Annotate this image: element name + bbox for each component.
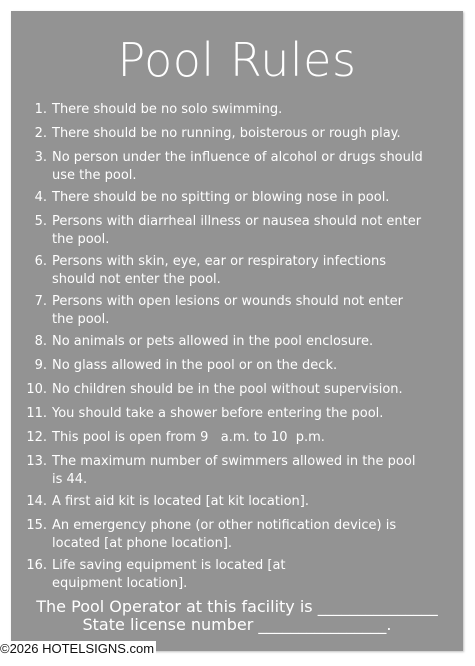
rule-text: This pool is open from 9 a.m. to 10 p.m. <box>52 430 325 445</box>
rule-text: There should be no running, boisterous or rough play. <box>52 126 401 141</box>
rule-number: 2. <box>34 126 47 141</box>
copyright-notice: ©2026 HOTELSIGNS.com <box>0 641 155 656</box>
rule-number: 4. <box>34 190 47 205</box>
pool-operator-line: The Pool Operator at this facility is _______________ <box>36 597 438 616</box>
operator-footer <box>11 598 463 634</box>
rule-text: A first aid kit is located [at kit location]. <box>52 494 309 509</box>
rule-text: No children should be in the pool without supervision. <box>52 382 403 397</box>
rule-text: There should be no spitting or blowing nose in pool. <box>52 190 390 205</box>
rule-number: 6. <box>34 254 47 269</box>
rule-number: 1. <box>34 102 47 117</box>
rule-text: Persons with diarrheal illness or nausea should not enter the pool. <box>52 214 422 247</box>
rule-text: There should be no solo swimming. <box>52 102 283 117</box>
rule-number: 7. <box>34 294 47 309</box>
rule-text: The maximum number of swimmers allowed in the pool is 44. <box>52 454 416 487</box>
rule-number: 5. <box>34 214 47 229</box>
rule-text: Persons with skin, eye, ear or respiratory infections should not enter the pool. <box>52 254 387 287</box>
rule-text: No person under the influence of alcohol or drugs should use the pool. <box>52 150 423 183</box>
rule-number: 12. <box>26 430 47 445</box>
rule-number: 13. <box>26 454 47 469</box>
state-license-line: State license number ________________. <box>82 615 392 634</box>
rule-number: 11. <box>26 406 47 421</box>
rule-number: 15. <box>26 518 47 533</box>
rule-text: Persons with open lesions or wounds should not enter the pool. <box>52 294 403 327</box>
rule-number: 3. <box>34 150 47 165</box>
sign-title: Pool Rules <box>117 33 357 87</box>
rule-number: 9. <box>34 358 47 373</box>
rule-number: 16. <box>26 558 47 573</box>
rule-number: 14. <box>26 494 47 509</box>
rule-text: No glass allowed in the pool or on the deck. <box>52 358 338 373</box>
pool-rules-sign <box>11 11 463 651</box>
rule-text: You should take a shower before entering the pool. <box>52 406 384 421</box>
rule-number: 8. <box>34 334 47 349</box>
rule-text: No animals or pets allowed in the pool enclosure. <box>52 334 374 349</box>
rule-number: 10. <box>26 382 47 397</box>
rule-text: An emergency phone (or other notification device) is located [at phone location]. <box>52 518 397 551</box>
rule-text: Life saving equipment is located [at equipment location]. <box>52 558 286 591</box>
